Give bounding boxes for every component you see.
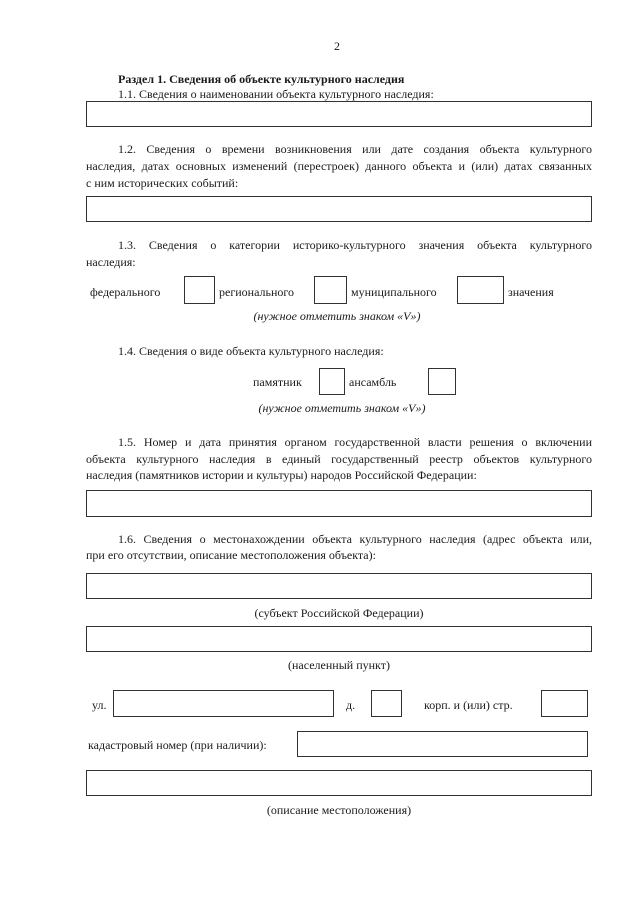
s1-6-line1: 1.6. Сведения о местонахождении объекта культурного наследия (адрес объекта или, <box>118 532 592 546</box>
subject-field[interactable] <box>86 573 592 599</box>
federal-checkbox[interactable] <box>184 276 215 304</box>
s1-5-line3: наследия (памятников истории и культуры) народов Российской Федерации: <box>86 468 477 482</box>
building-label: корп. и (или) стр. <box>424 698 513 712</box>
street-label: ул. <box>92 698 107 712</box>
regional-checkbox[interactable] <box>314 276 347 304</box>
s1-1-label: 1.1. Сведения о наименовании объекта культурного наследия: <box>118 87 434 101</box>
opt-federal-label: федерального <box>90 285 161 299</box>
s1-4-label: 1.4. Сведения о виде объекта культурного наследия: <box>118 344 384 358</box>
s1-3-line1: 1.3. Сведения о категории историко-культурного значения объекта культурного <box>118 238 592 252</box>
s1-3-hint: (нужное отметить знаком «V») <box>253 309 421 323</box>
registry-decision-field[interactable] <box>86 490 592 517</box>
dates-field[interactable] <box>86 196 592 222</box>
monument-checkbox[interactable] <box>319 368 345 395</box>
cadastral-number-field[interactable] <box>297 731 588 757</box>
caption-description: (описание местоположения) <box>266 803 412 817</box>
location-description-field[interactable] <box>86 770 592 796</box>
significance-suffix: значения <box>508 285 554 299</box>
object-name-field[interactable] <box>86 101 592 127</box>
s1-6-line2: при его отсутствии, описание местоположения объекта): <box>86 548 376 562</box>
building-field[interactable] <box>541 690 588 717</box>
street-field[interactable] <box>113 690 334 717</box>
opt-regional-label: регионального <box>219 285 295 299</box>
locality-field[interactable] <box>86 626 592 652</box>
s1-4-hint: (нужное отметить знаком «V») <box>258 401 426 415</box>
s1-2-line1: 1.2. Сведения о времени возникновения или дате создания объекта культурного <box>118 142 592 156</box>
cadastral-label: кадастровый номер (при наличии): <box>88 738 267 752</box>
ensemble-checkbox[interactable] <box>428 368 456 395</box>
s1-5-line2: объекта культурного наследия в единый государственный реестр объектов культурного <box>86 452 592 466</box>
s1-2-line2: наследия, датах основных изменений (перестроек) данного объекта и (или) датах связанных <box>86 159 592 173</box>
opt-monument-label: памятник <box>253 375 302 389</box>
s1-3-line2: наследия: <box>86 255 136 269</box>
caption-subject: (субъект Российской Федерации) <box>254 606 424 620</box>
s1-2-line3: с ним исторических событий: <box>86 176 239 190</box>
municipal-checkbox[interactable] <box>457 276 504 304</box>
s1-5-line1: 1.5. Номер и дата принятия органом государственной власти решения о включении <box>118 435 592 449</box>
opt-municipal-label: муниципального <box>351 285 437 299</box>
house-label: д. <box>346 698 356 712</box>
opt-ensemble-label: ансамбль <box>349 375 397 389</box>
house-field[interactable] <box>371 690 402 717</box>
page-number: 2 <box>334 39 340 53</box>
section-title: Раздел 1. Сведения об объекте культурного наследия <box>118 72 405 86</box>
caption-locality: (населенный пункт) <box>288 658 390 672</box>
